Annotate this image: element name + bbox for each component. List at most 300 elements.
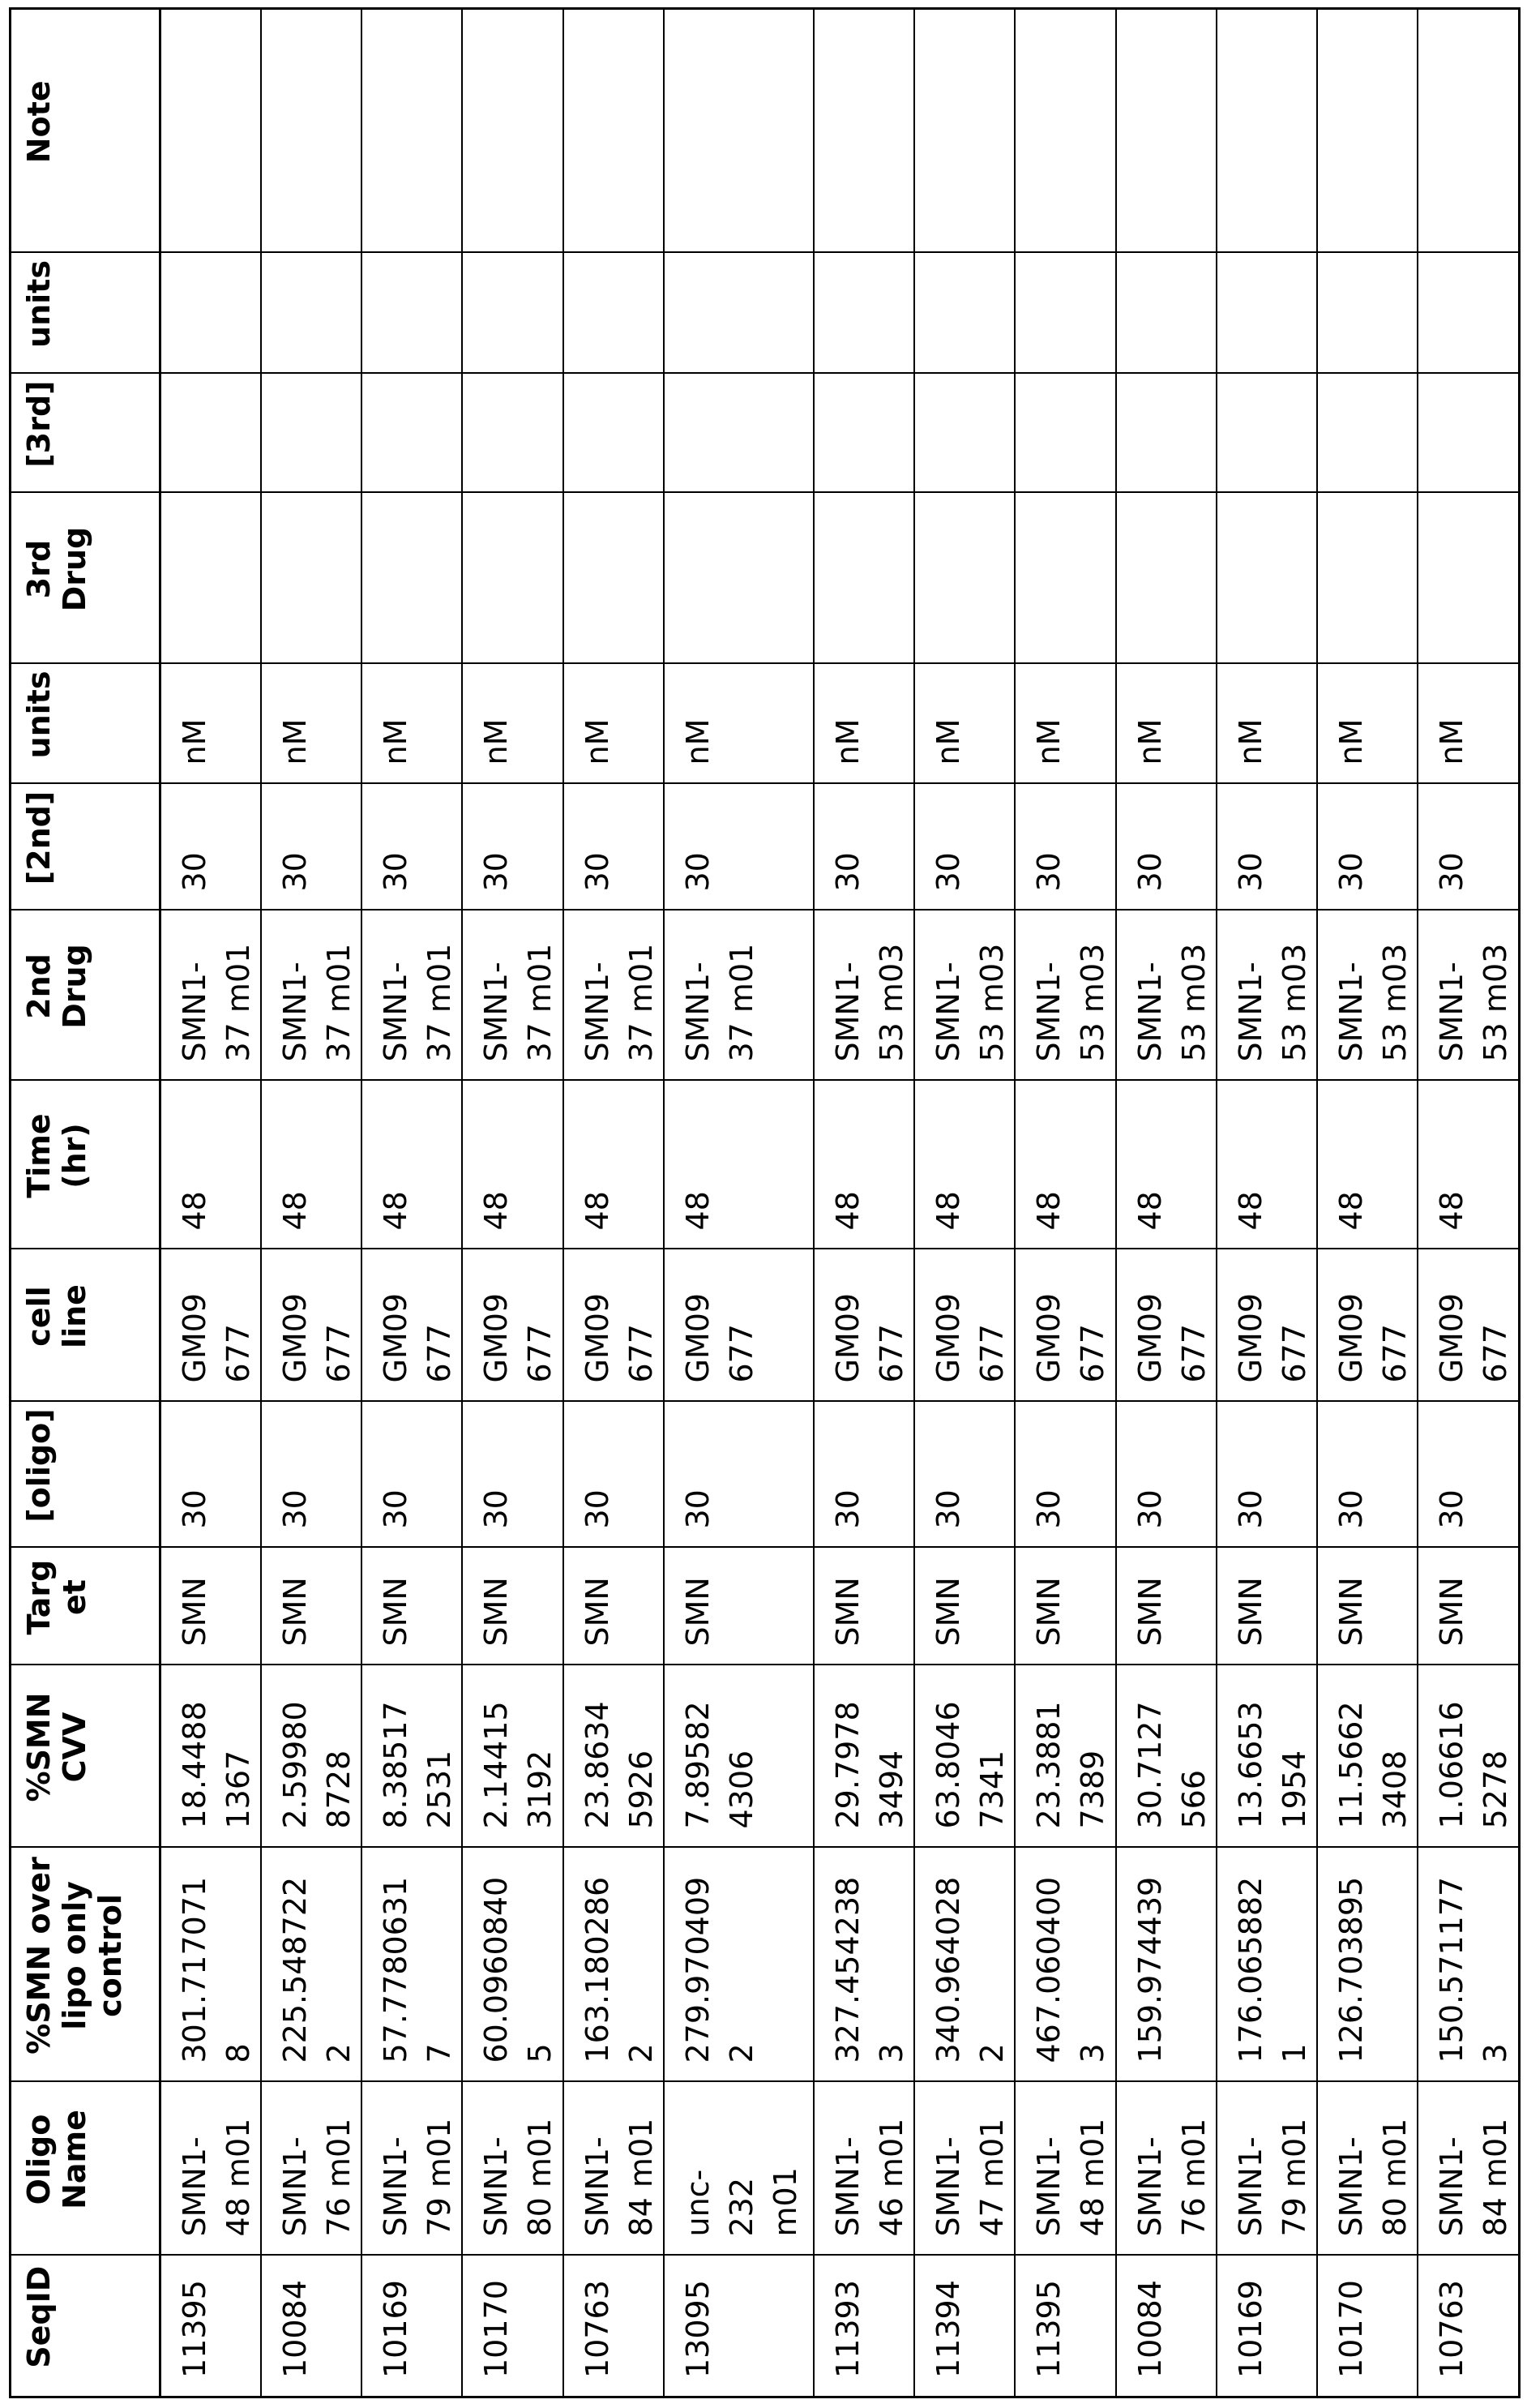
cell-drug2-conc <box>1317 784 1418 910</box>
cell-drug3 <box>664 493 814 664</box>
cell-drug3 <box>462 493 563 664</box>
cell-oligo-conc <box>664 1402 814 1548</box>
cell-value: nM <box>930 718 966 765</box>
cell-value: 30 <box>1132 1489 1168 1529</box>
cell-drug3-conc <box>261 374 361 493</box>
cell-value: 11395 <box>177 2280 212 2378</box>
cell-value: 327.454238 3 <box>830 1876 909 2063</box>
cell-pct-smn-over <box>1116 1848 1217 2082</box>
cell-value: 30.7127 566 <box>1132 1701 1212 1829</box>
cell-value: 340.964028 2 <box>930 1876 1010 2063</box>
cell-pct-smn-over <box>160 1848 262 2082</box>
cell-seqid <box>563 2256 664 2397</box>
cell-drug2 <box>914 910 1015 1081</box>
cell-drug3 <box>814 493 914 664</box>
cell-cell-line <box>1116 1249 1217 1402</box>
cell-time-hr <box>1418 1081 1519 1249</box>
cell-drug3-units <box>462 253 563 374</box>
cell-seqid <box>160 2256 262 2397</box>
cell-drug2-units <box>563 664 664 784</box>
cell-value: SMN1- 37 m01 <box>177 943 256 1062</box>
cell-value: nM <box>1132 718 1168 765</box>
cell-pct-smn-cvv <box>563 1665 664 1848</box>
cell-time-hr <box>1116 1081 1217 1249</box>
cell-drug3 <box>563 493 664 664</box>
cell-value: nM <box>1031 718 1067 765</box>
cell-value: SMN <box>1031 1577 1067 1647</box>
cell-value: 30 <box>1132 852 1168 892</box>
cell-value: SMN1- 48 m01 <box>177 2118 256 2237</box>
cell-drug3-units <box>1418 253 1519 374</box>
column-header-label: units <box>21 260 57 348</box>
cell-value: SMN1- 53 m03 <box>1132 943 1212 1062</box>
cell-value: 48 <box>1031 1191 1067 1231</box>
cell-seqid <box>1217 2256 1317 2397</box>
cell-oligo-conc <box>462 1402 563 1548</box>
cell-oligo-name <box>261 2082 361 2256</box>
cell-target <box>1317 1548 1418 1665</box>
cell-note <box>361 9 462 253</box>
table-row <box>914 9 1015 2397</box>
cell-drug3-units <box>261 253 361 374</box>
cell-pct-smn-over <box>361 1848 462 2082</box>
cell-drug3-conc <box>1418 374 1519 493</box>
table-row <box>361 9 462 2397</box>
column-header-pct-smn-over <box>11 1848 160 2082</box>
cell-value: 10169 <box>378 2280 413 2378</box>
cell-seqid <box>814 2256 914 2397</box>
cell-pct-smn-cvv <box>1015 1665 1116 1848</box>
cell-value: SMN1- 37 m01 <box>580 943 659 1062</box>
table-row <box>160 9 262 2397</box>
cell-value: 225.548722 2 <box>277 1876 357 2063</box>
cell-value: SMN <box>478 1577 514 1647</box>
cell-target <box>664 1548 814 1665</box>
cell-value: SMN1- 76 m01 <box>277 2118 357 2237</box>
cell-oligo-name <box>1217 2082 1317 2256</box>
cell-drug3-conc <box>914 374 1015 493</box>
cell-value: GM09 677 <box>1031 1292 1110 1383</box>
cell-drug2 <box>563 910 664 1081</box>
cell-value: 126.703895 <box>1333 1876 1369 2063</box>
cell-drug3-units <box>361 253 462 374</box>
cell-value: GM09 677 <box>830 1292 909 1383</box>
cell-target <box>1217 1548 1317 1665</box>
cell-value: 11395 <box>1031 2280 1067 2378</box>
column-header-label: [3rd] <box>21 380 57 468</box>
cell-value: 301.717071 8 <box>177 1876 256 2063</box>
cell-cell-line <box>261 1249 361 1402</box>
cell-pct-smn-cvv <box>462 1665 563 1848</box>
cell-pct-smn-over <box>462 1848 563 2082</box>
column-header-label: Targ et <box>21 1559 92 1635</box>
cell-drug2-conc <box>462 784 563 910</box>
cell-value: SMN <box>1233 1577 1268 1647</box>
cell-value: 30 <box>680 852 716 892</box>
cell-drug3-units <box>1217 253 1317 374</box>
cell-oligo-conc <box>1116 1402 1217 1548</box>
cell-value: nM <box>177 718 212 765</box>
cell-note <box>1317 9 1418 253</box>
cell-cell-line <box>1317 1249 1418 1402</box>
cell-drug3-conc <box>361 374 462 493</box>
cell-value: GM09 677 <box>277 1292 357 1383</box>
cell-value: 30 <box>930 852 966 892</box>
cell-cell-line <box>664 1249 814 1402</box>
cell-oligo-name <box>1015 2082 1116 2256</box>
cell-value: SMN1- 37 m01 <box>478 943 558 1062</box>
cell-time-hr <box>462 1081 563 1249</box>
cell-drug3 <box>1317 493 1418 664</box>
cell-value: 23.3881 7389 <box>1031 1701 1110 1829</box>
rotated-table-page <box>9 10 1518 2398</box>
cell-seqid <box>1317 2256 1418 2397</box>
cell-drug2-units <box>462 664 563 784</box>
cell-value: nM <box>830 718 866 765</box>
cell-value: SMN1- 76 m01 <box>1132 2118 1212 2237</box>
column-header-drug3 <box>11 493 160 664</box>
cell-value: GM09 677 <box>1132 1292 1212 1383</box>
cell-drug3-units <box>814 253 914 374</box>
cell-value: 30 <box>478 1489 514 1529</box>
column-header-label: Oligo Name <box>21 2110 92 2209</box>
cell-target <box>361 1548 462 1665</box>
cell-value: 10170 <box>1333 2280 1369 2378</box>
cell-oligo-conc <box>814 1402 914 1548</box>
cell-target <box>914 1548 1015 1665</box>
table-row <box>1015 9 1116 2397</box>
cell-value: 30 <box>1434 1489 1469 1529</box>
cell-drug2-conc <box>1116 784 1217 910</box>
cell-drug2-conc <box>914 784 1015 910</box>
cell-drug3-units <box>1015 253 1116 374</box>
cell-value: GM09 677 <box>1333 1292 1413 1383</box>
cell-value: 60.0960840 5 <box>478 1876 558 2063</box>
cell-drug2 <box>160 910 262 1081</box>
cell-oligo-conc <box>563 1402 664 1548</box>
column-header-label: cell line <box>21 1284 92 1348</box>
cell-note <box>814 9 914 253</box>
cell-value: 13095 <box>680 2280 716 2378</box>
cell-value: SMN1- 80 m01 <box>478 2118 558 2237</box>
table-row <box>563 9 664 2397</box>
cell-value: 150.571177 3 <box>1434 1876 1513 2063</box>
column-header-label: [2nd] <box>21 791 57 885</box>
cell-oligo-name <box>563 2082 664 2256</box>
cell-time-hr <box>563 1081 664 1249</box>
cell-value: 48 <box>1434 1191 1469 1231</box>
cell-value: SMN1- 53 m03 <box>1233 943 1312 1062</box>
cell-pct-smn-over <box>914 1848 1015 2082</box>
cell-value: 48 <box>1233 1191 1268 1231</box>
cell-value: 30 <box>1031 852 1067 892</box>
cell-value: 30 <box>378 1489 413 1529</box>
cell-cell-line <box>1418 1249 1519 1402</box>
cell-pct-smn-over <box>664 1848 814 2082</box>
cell-oligo-conc <box>361 1402 462 1548</box>
cell-drug2 <box>1015 910 1116 1081</box>
cell-oligo-conc <box>1418 1402 1519 1548</box>
cell-note <box>1217 9 1317 253</box>
cell-value: 30 <box>378 852 413 892</box>
cell-time-hr <box>1217 1081 1317 1249</box>
cell-value: SMN1- 84 m01 <box>580 2118 659 2237</box>
cell-value: nM <box>580 718 615 765</box>
column-header-oligo-name <box>11 2082 160 2256</box>
cell-drug3 <box>1418 493 1519 664</box>
cell-oligo-name <box>1116 2082 1217 2256</box>
column-header-label: [oligo] <box>21 1408 57 1523</box>
cell-value: SMN <box>930 1577 966 1647</box>
cell-drug2 <box>261 910 361 1081</box>
cell-drug3-units <box>664 253 814 374</box>
cell-drug2-units <box>1418 664 1519 784</box>
cell-value: 48 <box>478 1191 514 1231</box>
cell-drug2-units <box>1015 664 1116 784</box>
cell-value: SMN1- 37 m01 <box>378 943 457 1062</box>
cell-drug3 <box>1217 493 1317 664</box>
cell-value: 467.060400 3 <box>1031 1876 1110 2063</box>
cell-value: SMN <box>1434 1577 1469 1647</box>
cell-target <box>1015 1548 1116 1665</box>
cell-value: nM <box>277 718 313 765</box>
cell-value: SMN <box>830 1577 866 1647</box>
cell-value: SMN <box>680 1577 716 1647</box>
cell-pct-smn-cvv <box>1418 1665 1519 1848</box>
cell-value: SMN <box>378 1577 413 1647</box>
cell-value: 30 <box>177 1489 212 1529</box>
cell-pct-smn-cvv <box>361 1665 462 1848</box>
cell-seqid <box>914 2256 1015 2397</box>
cell-drug2-units <box>1317 664 1418 784</box>
column-header-cell-line <box>11 1249 160 1402</box>
cell-drug2 <box>1418 910 1519 1081</box>
cell-drug3-units <box>563 253 664 374</box>
cell-drug2 <box>1116 910 1217 1081</box>
cell-value: 30 <box>580 1489 615 1529</box>
cell-note <box>563 9 664 253</box>
cell-value: nM <box>1333 718 1369 765</box>
cell-drug2-units <box>361 664 462 784</box>
cell-drug2 <box>361 910 462 1081</box>
cell-cell-line <box>563 1249 664 1402</box>
cell-drug3 <box>261 493 361 664</box>
cell-seqid <box>1418 2256 1519 2397</box>
column-header-label: Note <box>21 80 57 164</box>
table-body <box>160 9 1520 2397</box>
cell-value: nM <box>1434 718 1469 765</box>
cell-oligo-conc <box>160 1402 262 1548</box>
column-header-target <box>11 1548 160 1665</box>
cell-value: GM09 677 <box>680 1292 759 1383</box>
cell-note <box>261 9 361 253</box>
cell-time-hr <box>664 1081 814 1249</box>
cell-drug3-conc <box>1116 374 1217 493</box>
cell-value: 30 <box>277 1489 313 1529</box>
cell-oligo-name <box>664 2082 814 2256</box>
cell-value: 30 <box>177 852 212 892</box>
cell-target <box>1418 1548 1519 1665</box>
column-header-pct-smn-cvv <box>11 1665 160 1848</box>
cell-drug3-units <box>1116 253 1217 374</box>
column-header-seqid <box>11 2256 160 2397</box>
cell-value: GM09 677 <box>580 1292 659 1383</box>
cell-value: 48 <box>378 1191 413 1231</box>
cell-drug2 <box>664 910 814 1081</box>
cell-time-hr <box>361 1081 462 1249</box>
cell-cell-line <box>1015 1249 1116 1402</box>
table-row <box>1217 9 1317 2397</box>
cell-value: 30 <box>277 852 313 892</box>
cell-pct-smn-cvv <box>914 1665 1015 1848</box>
column-header-note <box>11 9 160 253</box>
cell-drug2-units <box>1116 664 1217 784</box>
cell-value: 48 <box>1333 1191 1369 1231</box>
cell-oligo-name <box>814 2082 914 2256</box>
cell-value: GM09 677 <box>1233 1292 1312 1383</box>
cell-value: nM <box>680 718 716 765</box>
cell-oligo-conc <box>261 1402 361 1548</box>
column-header-label: %SMN CVV <box>21 1692 92 1802</box>
cell-value: GM09 677 <box>930 1292 1010 1383</box>
cell-value: 30 <box>1333 852 1369 892</box>
cell-drug3-conc <box>563 374 664 493</box>
cell-drug3-conc <box>1217 374 1317 493</box>
cell-value: SMN1- 47 m01 <box>930 2118 1010 2237</box>
cell-oligo-name <box>914 2082 1015 2256</box>
cell-note <box>664 9 814 253</box>
cell-drug3-units <box>160 253 262 374</box>
cell-value: GM09 677 <box>378 1292 457 1383</box>
smn-results-table <box>9 7 1521 2398</box>
cell-drug2 <box>462 910 563 1081</box>
cell-value: SMN <box>1333 1577 1369 1647</box>
column-header-drug3-units <box>11 253 160 374</box>
table-row <box>1116 9 1217 2397</box>
cell-value: 8.38517 2531 <box>378 1701 457 1829</box>
cell-drug3 <box>160 493 262 664</box>
cell-value: 30 <box>680 1489 716 1529</box>
cell-drug3-conc <box>160 374 262 493</box>
cell-drug3-conc <box>1015 374 1116 493</box>
cell-pct-smn-over <box>1217 1848 1317 2082</box>
cell-pct-smn-cvv <box>1317 1665 1418 1848</box>
cell-target <box>261 1548 361 1665</box>
cell-cell-line <box>462 1249 563 1402</box>
cell-note <box>1116 9 1217 253</box>
cell-value: SMN1- 53 m03 <box>830 943 909 1062</box>
cell-time-hr <box>814 1081 914 1249</box>
cell-note <box>160 9 262 253</box>
cell-value: 2.59980 8728 <box>277 1701 357 1829</box>
cell-seqid <box>1015 2256 1116 2397</box>
column-header-label: SeqID <box>21 2265 57 2368</box>
cell-value: GM09 677 <box>1434 1292 1513 1383</box>
cell-drug2-conc <box>1015 784 1116 910</box>
cell-oligo-name <box>462 2082 563 2256</box>
column-header-label: units <box>21 671 57 759</box>
cell-drug2-conc <box>814 784 914 910</box>
cell-drug2-units <box>261 664 361 784</box>
cell-drug3-conc <box>814 374 914 493</box>
cell-pct-smn-over <box>814 1848 914 2082</box>
cell-seqid <box>1116 2256 1217 2397</box>
cell-drug2-units <box>914 664 1015 784</box>
cell-target <box>1116 1548 1217 1665</box>
table-row <box>462 9 563 2397</box>
cell-value: GM09 677 <box>478 1292 558 1383</box>
cell-seqid <box>462 2256 563 2397</box>
cell-drug3-conc <box>462 374 563 493</box>
cell-drug3 <box>1015 493 1116 664</box>
column-header-oligo-conc <box>11 1402 160 1548</box>
cell-drug3-conc <box>664 374 814 493</box>
cell-value: 10084 <box>277 2280 313 2378</box>
cell-value: SMN <box>177 1577 212 1647</box>
cell-drug3 <box>914 493 1015 664</box>
cell-value: 163.180286 2 <box>580 1876 659 2063</box>
cell-value: 48 <box>830 1191 866 1231</box>
cell-oligo-conc <box>1317 1402 1418 1548</box>
cell-value: SMN1- 37 m01 <box>680 943 759 1062</box>
cell-value: 48 <box>277 1191 313 1231</box>
column-header-label: %SMN over lipo only control <box>21 1857 128 2055</box>
table-row <box>1418 9 1519 2397</box>
cell-time-hr <box>1317 1081 1418 1249</box>
cell-cell-line <box>361 1249 462 1402</box>
column-header-label: 2nd Drug <box>21 944 92 1029</box>
cell-value: 30 <box>1233 1489 1268 1529</box>
cell-cell-line <box>914 1249 1015 1402</box>
column-header-time-hr <box>11 1081 160 1249</box>
cell-note <box>1015 9 1116 253</box>
cell-drug2 <box>1217 910 1317 1081</box>
cell-drug2-units <box>160 664 262 784</box>
cell-seqid <box>361 2256 462 2397</box>
cell-note <box>1418 9 1519 253</box>
cell-value: 11394 <box>930 2280 966 2378</box>
cell-value: 30 <box>1233 852 1268 892</box>
cell-oligo-name <box>361 2082 462 2256</box>
cell-value: unc- 232 m01 <box>680 2167 803 2237</box>
column-header-drug2-conc <box>11 784 160 910</box>
cell-value: SMN1- 53 m03 <box>1434 943 1513 1062</box>
cell-value: 48 <box>930 1191 966 1231</box>
cell-value: SMN1- 53 m03 <box>1333 943 1413 1062</box>
cell-pct-smn-cvv <box>261 1665 361 1848</box>
cell-oligo-name <box>1418 2082 1519 2256</box>
cell-value: 30 <box>930 1489 966 1529</box>
cell-value: 30 <box>580 852 615 892</box>
cell-pct-smn-over <box>1317 1848 1418 2082</box>
cell-drug3 <box>1116 493 1217 664</box>
table-row <box>261 9 361 2397</box>
cell-value: 10169 <box>1233 2280 1268 2378</box>
cell-value: SMN1- 79 m01 <box>1233 2118 1312 2237</box>
cell-value: SMN <box>277 1577 313 1647</box>
cell-note <box>914 9 1015 253</box>
cell-value: 30 <box>1031 1489 1067 1529</box>
cell-drug2-conc <box>261 784 361 910</box>
cell-time-hr <box>1015 1081 1116 1249</box>
cell-drug2-units <box>814 664 914 784</box>
cell-value: SMN1- 53 m03 <box>1031 943 1110 1062</box>
cell-drug3 <box>361 493 462 664</box>
cell-time-hr <box>160 1081 262 1249</box>
cell-value: 10170 <box>478 2280 514 2378</box>
cell-target <box>160 1548 262 1665</box>
cell-oligo-conc <box>1015 1402 1116 1548</box>
